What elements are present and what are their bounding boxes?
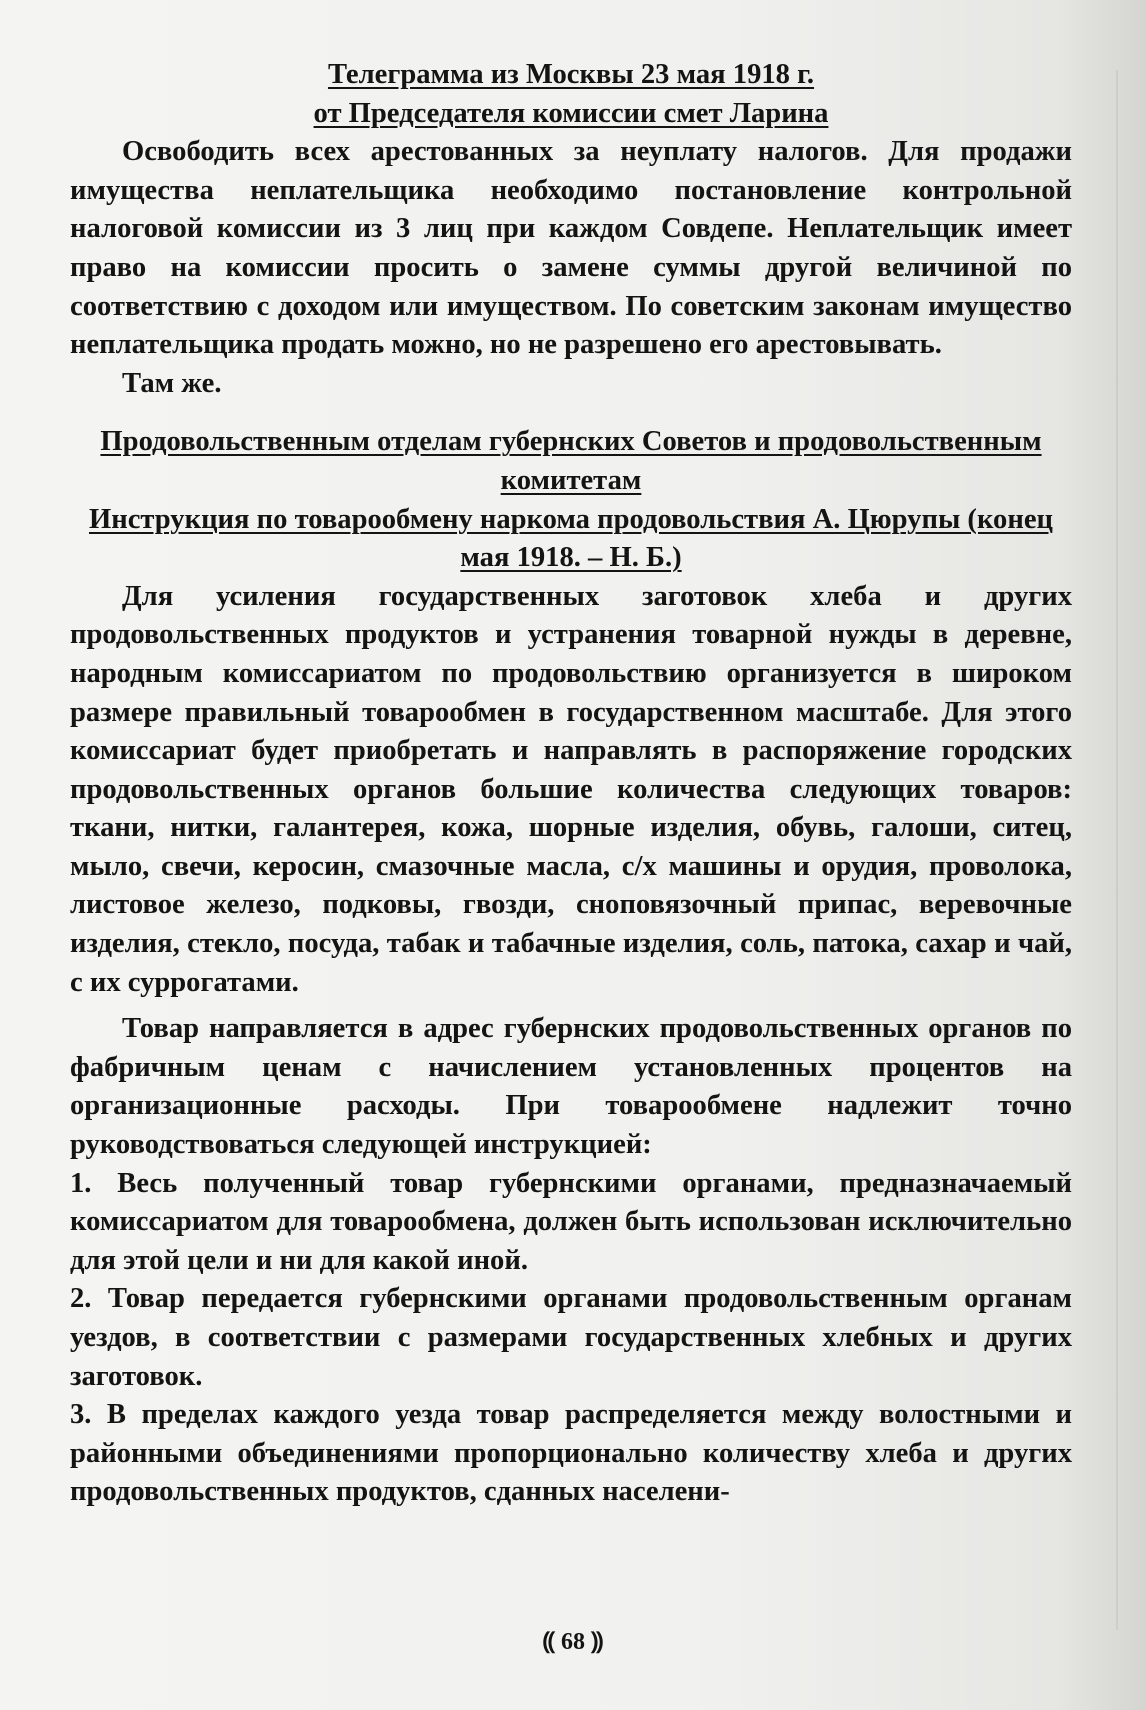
page-number-value: 68 bbox=[561, 1629, 585, 1655]
page-number bbox=[0, 1624, 1146, 1657]
instruction-paragraph-1: Для усиления государственных заготовок хлеба и других продовольственных продуктов и устранения товарной нужды в деревне, народным комиссариатом по продовольствию организуется в широком размере правильный товарообмен в государственном масштабе. Для этого комиссариат будет приобретать и направлять в распоряжение городских продовольственных органов большие количества следующих товаров: ткани, нитки, галантерея, кожа, шорные изделия, обувь, галоши, ситец, мыло, свечи, керосин, смазочные масла, с/х машины и орудия, проволока, листовое железо, подковы, гвозди, сноповязочный припас, веревочные изделия, стекло, посуда, табак и табачные изделия, соль, патока, сахар и чай, с их суррогатами. bbox=[70, 580, 1072, 998]
source-note: Там же. bbox=[122, 367, 222, 399]
telegram-heading-line1: Телеграмма из Москвы 23 мая 1918 г. bbox=[327, 59, 815, 90]
page-number-right-ornament: ⸩ bbox=[591, 1629, 604, 1655]
spacer bbox=[70, 403, 1072, 423]
telegram-paragraph: Освободить всех арестованных за неуплату налогов. Для продажи имущества неплательщика необходимо постановление контрольной налоговой комиссии из 3 лиц при каждом Совдепе. Неплательщик имеет право на комиссии просить о замене суммы другой величиной по соответствию с доходом или имуществом. По советским законам имущество неплательщика продать можно, но не разрешено его арестовывать. bbox=[70, 136, 1072, 361]
page-edge-shadow bbox=[1102, 70, 1118, 1630]
instruction-item-2: 2. Товар передается губернскими органами продовольственным органам уездов, в соответствии с размерами государственных хлебных и других заготовок. bbox=[70, 1283, 1072, 1392]
page-number-left-ornament: ⸨ bbox=[542, 1629, 555, 1655]
instruction-paragraph-2: Товар направляется в адрес губернских продовольственных органов по фабричным ценам с начислением установленных процентов на организационные расходы. При товарообмене надлежит точно руководствоваться следующей инструкцией: bbox=[70, 1013, 1072, 1161]
instruction-heading: Инструкция по товарообмену наркома продовольствия А. Цюрупы (конец мая 1918. – Н. Б.) bbox=[88, 503, 1053, 574]
instruction-item-1: 1. Весь полученный товар губернскими органами, предназначаемый комиссариатом для товарообмена, должен быть использован исключительно для этой цели и ни для какой иной. bbox=[70, 1167, 1072, 1276]
document-body bbox=[70, 56, 1072, 1512]
telegram-heading-line2: от Председателя комиссии смет Ларина bbox=[313, 97, 829, 129]
addressee-heading: Продовольственным отделам губернских Советов и продовольственным комитетам bbox=[100, 426, 1042, 496]
spacer bbox=[70, 1002, 1072, 1010]
instruction-item-3: 3. В пределах каждого уезда товар распределяется между волостными и районными объединениями пропорционально количеству хлеба и других продовольственных продуктов, сданных населени- bbox=[70, 1399, 1072, 1508]
